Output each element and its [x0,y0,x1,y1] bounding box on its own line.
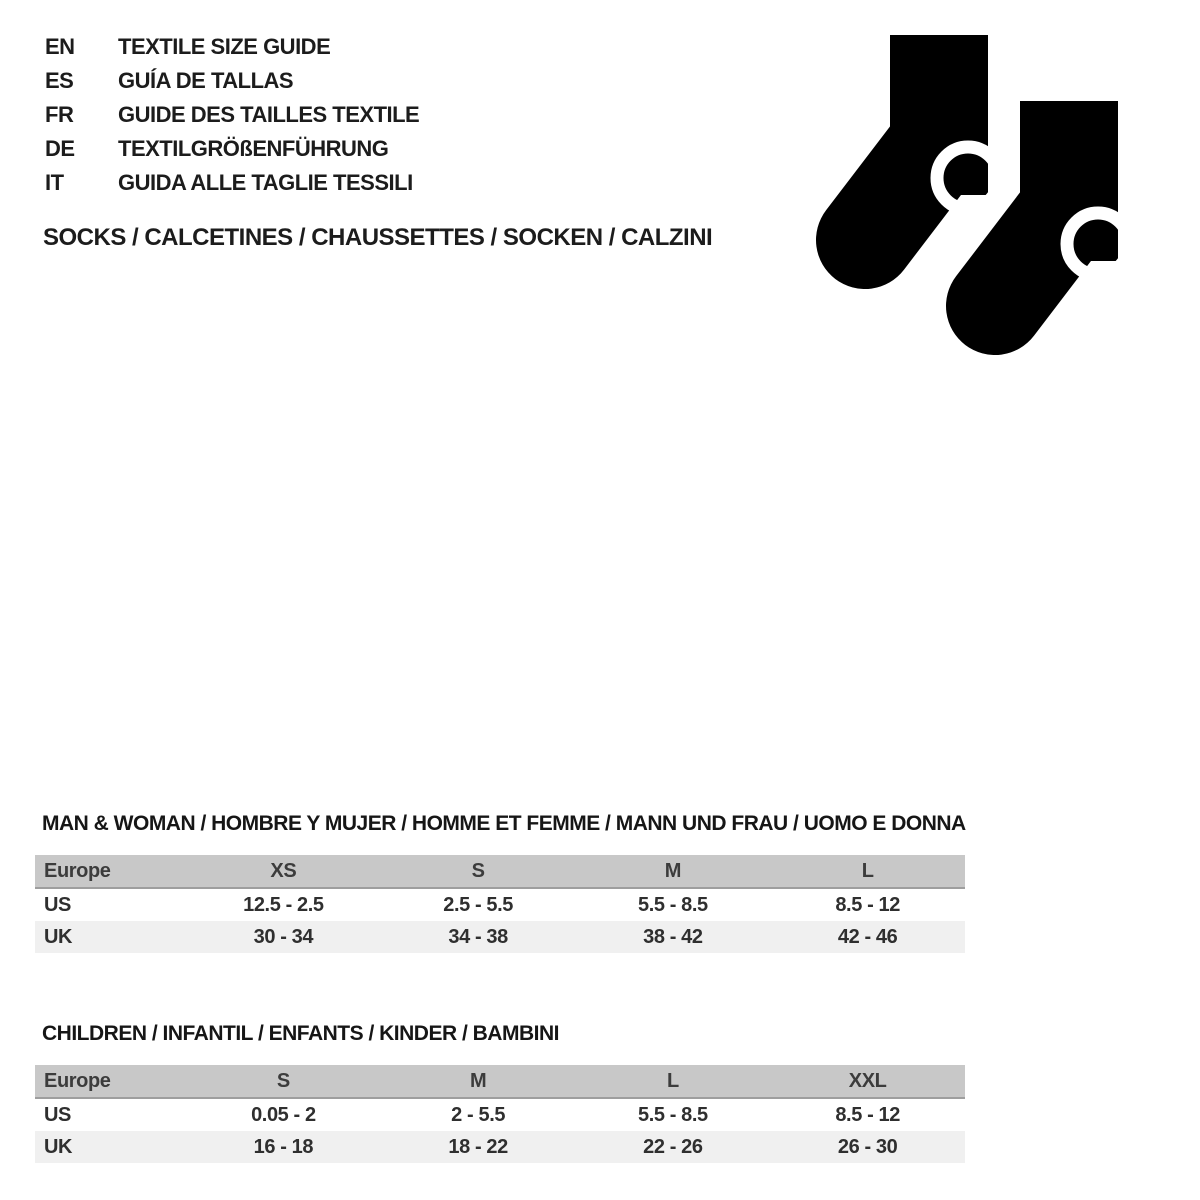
language-row [45,98,419,132]
size-column-header: S [186,1065,381,1098]
table-row [35,1098,965,1131]
size-column-header: M [381,1065,576,1098]
size-range-cell: 5.5 - 8.5 [637,893,708,916]
size-range-cell: 8.5 - 12 [835,893,900,916]
size-range-cell: 2.5 - 5.5 [443,893,514,916]
sock-left-icon [865,35,999,240]
size-column-header: XXL [770,1065,965,1098]
product-category-title: SOCKS / CALCETINES / CHAUSSETTES / SOCKEN / CALZINI [43,224,713,251]
language-row [45,30,419,64]
sock-right-icon [995,101,1129,306]
language-code: EN [45,34,75,59]
region-label: US [44,893,71,916]
language-code: ES [45,68,74,93]
region-label: UK [44,1135,73,1158]
table-header-row [35,1065,965,1098]
language-row [45,166,419,200]
size-range-cell: 38 - 42 [643,925,703,948]
size-column-header: S [381,855,576,888]
children-section [35,1022,965,1163]
size-range-cell: 5.5 - 8.5 [637,1103,708,1126]
size-range-cell: 34 - 38 [448,925,508,948]
size-column-header: L [770,855,965,888]
region-label: UK [44,925,73,948]
language-code: DE [45,136,75,161]
region-column-header: Europe [35,1065,186,1098]
size-range-cell: 0.05 - 2 [251,1103,316,1126]
language-code: FR [45,102,74,127]
size-range-cell: 8.5 - 12 [835,1103,900,1126]
man-woman-size-table [35,855,965,953]
size-range-cell: 12.5 - 2.5 [243,893,324,916]
language-label: TEXTILE SIZE GUIDE [118,34,331,59]
language-list [45,30,419,200]
children-table-title: CHILDREN / INFANTIL / ENFANTS / KINDER / BAMBINI [42,1022,559,1045]
language-row [45,132,419,166]
size-range-cell: 22 - 26 [643,1135,703,1158]
language-label: GUIDE DES TAILLES TEXTILE [118,102,420,127]
size-range-cell: 18 - 22 [448,1135,508,1158]
size-range-cell: 2 - 5.5 [451,1103,506,1126]
language-label: GUÍA DE TALLAS [118,68,294,93]
table-row [35,1131,965,1163]
size-column-header: L [576,1065,771,1098]
man-woman-table-title: MAN & WOMAN / HOMBRE Y MUJER / HOMME ET FEMME / MANN UND FRAU / UOMO E DONNA [42,812,966,835]
size-column-header: XS [186,855,381,888]
size-column-header: M [576,855,771,888]
table-row [35,888,965,921]
language-label: TEXTILGRÖßENFÜHRUNG [118,136,389,161]
table-header-row [35,855,965,888]
children-size-table [35,1065,965,1163]
language-label: GUIDA ALLE TAGLIE TESSILI [118,170,413,195]
language-row [45,64,419,98]
table-row [35,921,965,953]
region-column-header: Europe [35,855,186,888]
size-range-cell: 42 - 46 [837,925,898,948]
size-range-cell: 26 - 30 [837,1135,898,1158]
socks-icon [812,33,1137,368]
size-range-cell: 16 - 18 [253,1135,314,1158]
man-woman-section [35,812,965,953]
region-label: US [44,1103,71,1126]
size-range-cell: 30 - 34 [253,925,314,948]
language-code: IT [45,170,64,195]
